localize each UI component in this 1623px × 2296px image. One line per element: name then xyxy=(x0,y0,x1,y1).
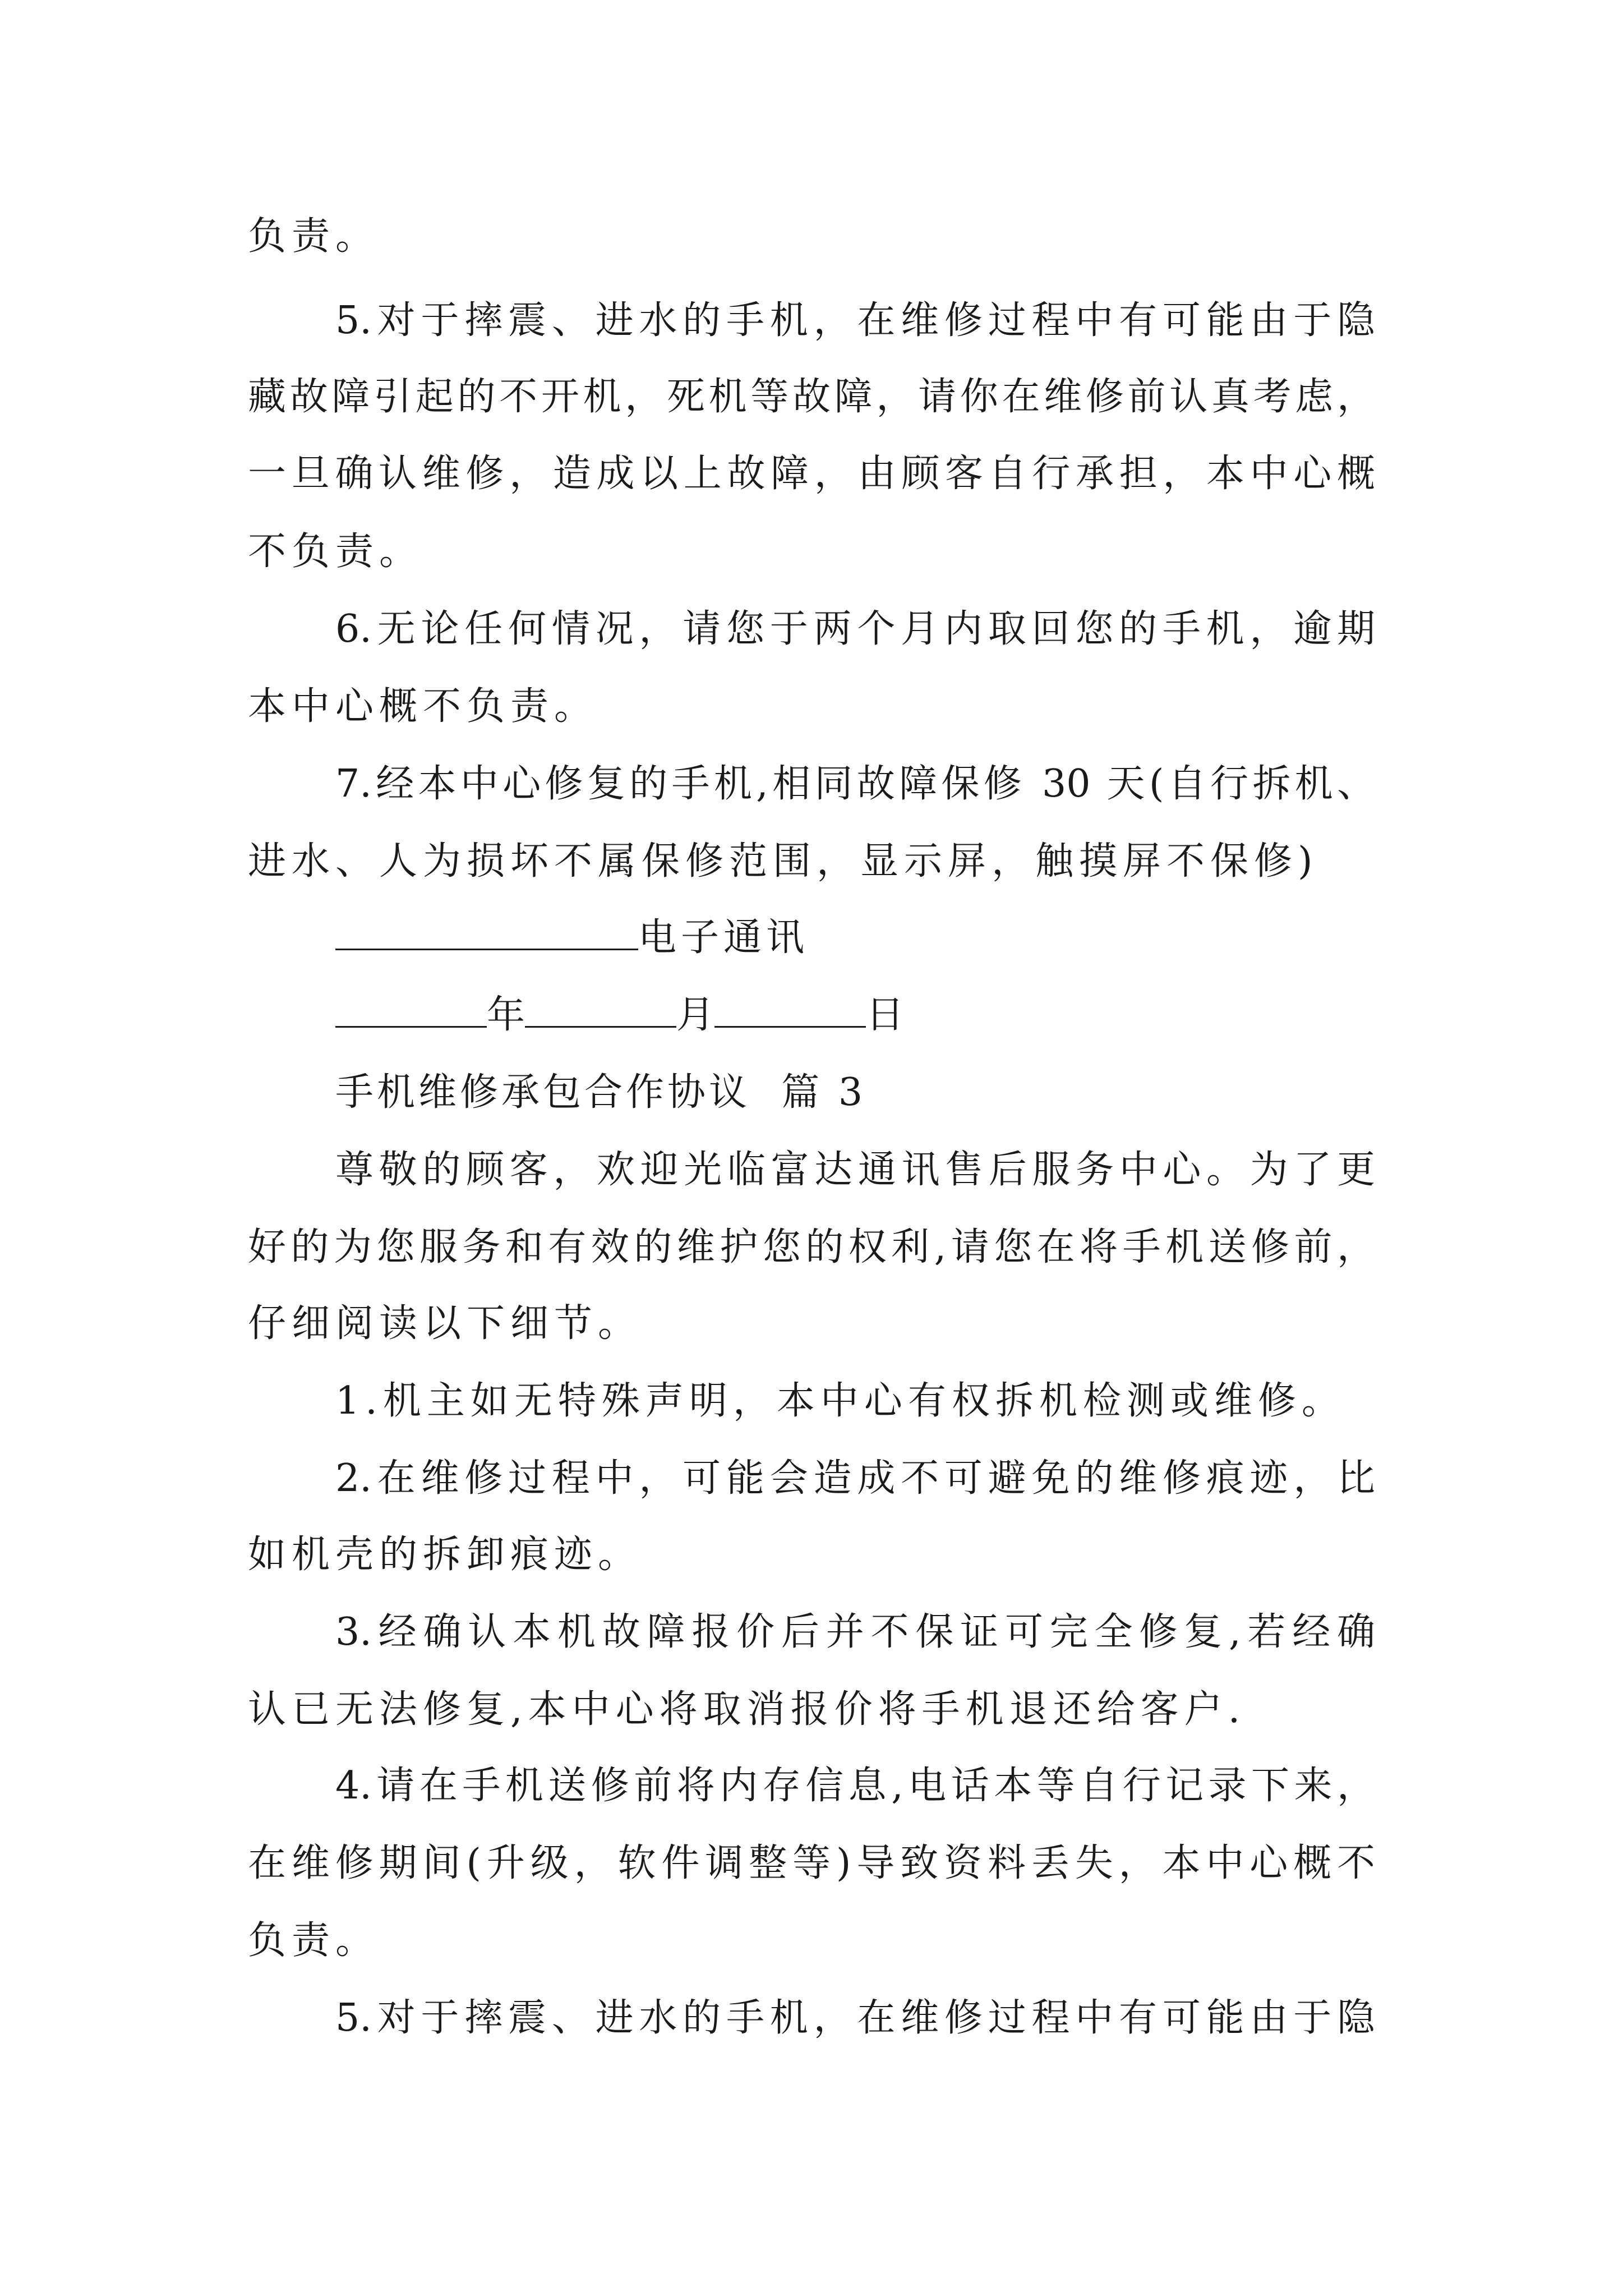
text-line: 1.机主如无特殊声明，本中心有权拆机检测或维修。 xyxy=(335,1379,1345,1423)
signature-date-line xyxy=(335,987,904,1043)
text-line: 认已无法修复,本中心将取消报价将手机退还给客户. xyxy=(248,1687,1246,1732)
text-line: 5.对于摔震、进水的手机，在维修过程中有可能由于隐 xyxy=(335,1996,1375,2040)
text-line: 7.经本中心修复的手机,相同故障保修 30 天(自行拆机、 xyxy=(335,762,1375,806)
text-line: 本中心概不负责。 xyxy=(248,684,598,729)
text-line: 负责。 xyxy=(248,1918,380,1963)
month-blank xyxy=(525,989,676,1028)
text-line: 不负责。 xyxy=(248,530,423,574)
year-blank xyxy=(335,989,487,1028)
text-line: 6.无论任何情况，请您于两个月内取回您的手机，逾期 xyxy=(335,607,1375,651)
day-label: 日 xyxy=(866,993,905,1037)
company-suffix: 电子通讯 xyxy=(638,915,809,960)
section-title: 手机维修承包合作协议 篇 3 xyxy=(335,1070,866,1115)
text-line: 藏故障引起的不开机，死机等故障，请你在维修前认真考虑， xyxy=(248,375,1375,419)
company-blank xyxy=(335,912,638,950)
text-line: 3.经确认本机故障报价后并不保证可完全修复,若经确 xyxy=(335,1610,1375,1654)
text-line: 2.在维修过程中，可能会造成不可避免的维修痕迹，比 xyxy=(335,1456,1375,1501)
text-line: 在维修期间(升级，软件调整等)导致资料丢失，本中心概不 xyxy=(248,1841,1375,1885)
month-label: 月 xyxy=(676,993,715,1037)
year-label: 年 xyxy=(487,993,525,1037)
text-line: 好的为您服务和有效的维护您的权利,请您在将手机送修前， xyxy=(248,1225,1375,1269)
text-line: 仔细阅读以下细节。 xyxy=(248,1301,642,1346)
text-line: 尊敬的顾客，欢迎光临富达通讯售后服务中心。为了更 xyxy=(335,1148,1375,1192)
day-blank xyxy=(714,989,866,1028)
text-line: 5.对于摔震、进水的手机，在维修过程中有可能由于隐 xyxy=(335,298,1375,343)
text-line: 4.请在手机送修前将内存信息,电话本等自行记录下来， xyxy=(335,1764,1375,1808)
text-line: 进水、人为损坏不属保修范围，显示屏，触摸屏不保修) xyxy=(248,839,1318,884)
signature-company-line xyxy=(335,910,809,966)
text-line: 如机壳的拆卸痕迹。 xyxy=(248,1533,642,1577)
text-line: 一旦确认维修，造成以上故障，由顾客自行承担，本中心概 xyxy=(248,452,1375,496)
text-line: 负责。 xyxy=(248,214,380,259)
